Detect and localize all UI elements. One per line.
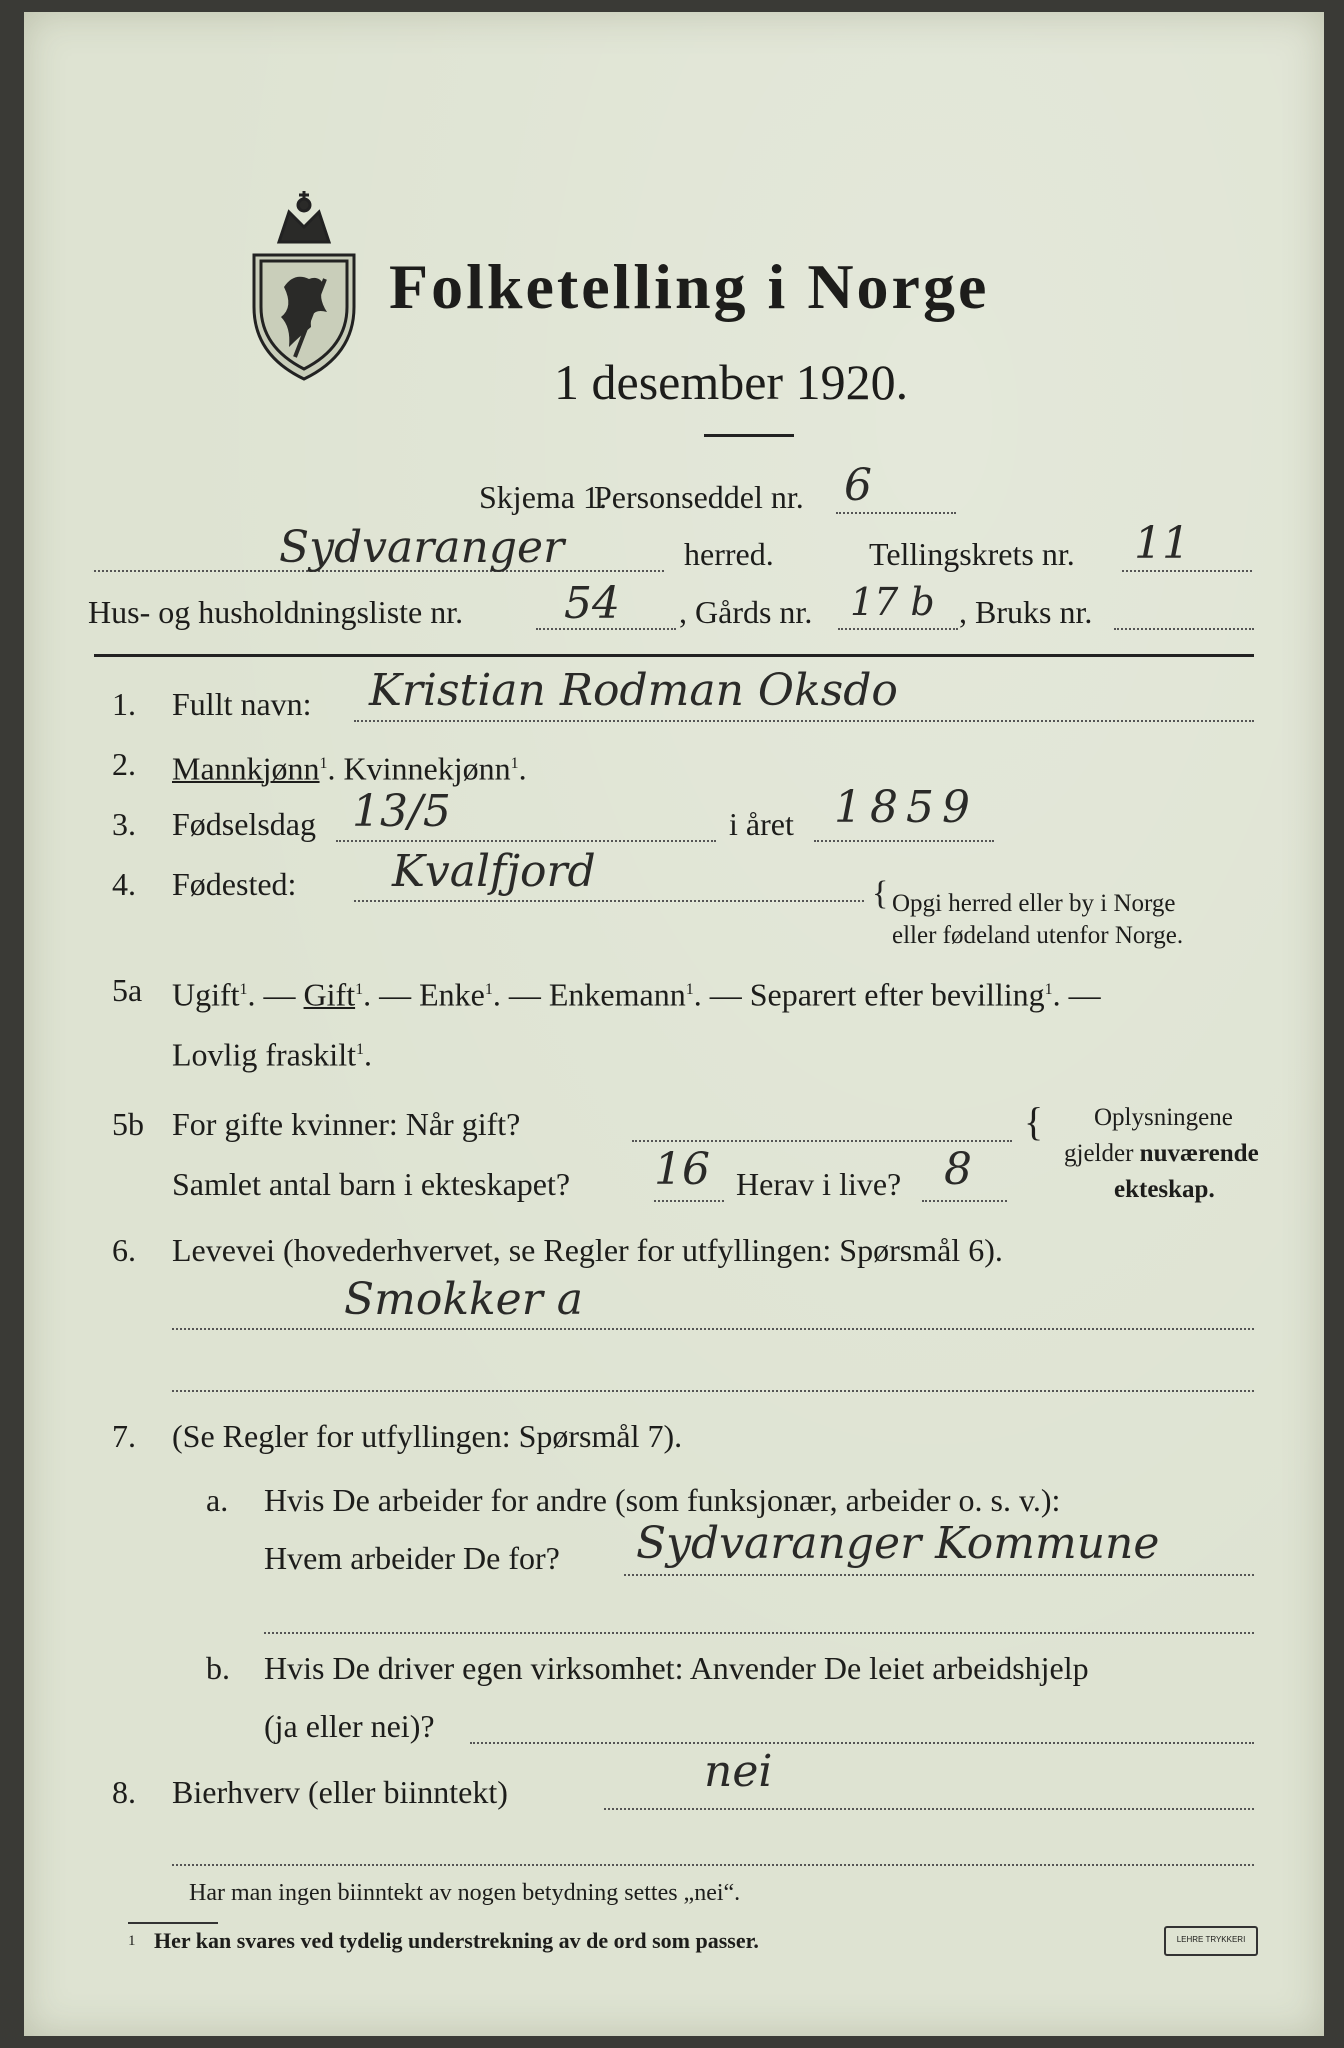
herred-label: herred.: [684, 536, 774, 572]
census-form: Folketelling i Norge 1 desember 1920. Skjema 1. Personseddel nr. 6 Sydvaranger herred. Tellingskrets nr. 11 Hus- og husholdningsliste nr. 54 , Gårds nr. 17 b , Bruks nr. 1. Fullt navn: Kristian Rodman Oksdo 2. Mannkjønn$^1$. Kvinnekjønn$^1$. 3. Fødselsdag 13/5 i året 1859 4. Fødested: Kvalfjord { Opgi herred eller by i Norge eller fødeland utenfor Norge. 5a Ugift$^1$. — Gift$^1$. — Enke$^1$. — Enkemann$^1$. — Separert efter bevilling$^1$. — Lovlig fraskilt$^1$. 5b For gifte kvinner: Når gift? Samlet antal barn i ekteskapet? 16 Herav i live? 8 { Oplysningene gjelder nuværende ekteskap. 6. Levevei (hovederhvervet, se Regler for utfyllingen: Spørsmål 6). Smokker a 7. (Se Regler for utfyllingen: Spørsmål 7). a. Hvis De arbeider for andre (som funksjonær, arbeider o. s. v.): Hvem arbeider De for? Sydvaranger Kommune b. Hvis De driver egen virksomhet: Anvender De leiet arbeidshjelp (ja eller nei)? 8. Bierhverv (eller biinntekt) nei Har man ingen biinntekt av nogen betydning settes „nei“. 1 Her kan svares ved tydelig understrekning av de ord som passer. LEHRE TRYKKERI: [24, 12, 1324, 2036]
q5a-options-2: Lovlig fraskilt$^1$.: [172, 1036, 372, 1073]
q7-number: 7.: [112, 1418, 136, 1454]
bruks-label: , Bruks nr.: [959, 594, 1093, 630]
q7a-value: Sydvaranger Kommune: [636, 1518, 1160, 1569]
husliste-label: Hus- og husholdningsliste nr.: [88, 594, 464, 630]
q4-number: 4.: [112, 866, 136, 902]
personseddel-label: Personseddel nr.: [594, 479, 804, 515]
q4-label: Fødested:: [172, 866, 297, 902]
q5a-gift-selected: Gift: [303, 976, 356, 1013]
q6-label: Levevei (hovederhvervet, se Regler for utfyllingen: Spørsmål 6).: [172, 1232, 1003, 1268]
q5b-note-1: Oplysningene: [1094, 1104, 1233, 1131]
q3-year-label: i året: [729, 806, 794, 842]
q5b-note-3: ekteskap.: [1114, 1176, 1215, 1203]
q2-female: Kvinnekjønn: [343, 750, 511, 787]
q5b-label-1: For gifte kvinner: Når gift?: [172, 1106, 521, 1142]
q1-number: 1.: [112, 686, 136, 722]
q1-value: Kristian Rodman Oksdo: [369, 665, 898, 716]
herred-value: Sydvaranger: [279, 522, 565, 573]
q2-number: 2.: [112, 746, 136, 782]
q3-value: 13/5: [352, 786, 451, 837]
q7-label: (Se Regler for utfyllingen: Spørsmål 7).: [172, 1418, 683, 1454]
q8-label: Bierhverv (eller biinntekt): [172, 1774, 508, 1810]
personseddel-value: 6: [844, 460, 872, 511]
tellingskrets-value: 11: [1134, 518, 1190, 569]
q2-options: Mannkjønn$^1$. Kvinnekjønn$^1$.: [172, 750, 527, 787]
q7b-text: Hvis De driver egen virksomhet: Anvender De leiet arbeidshjelp: [264, 1650, 1089, 1686]
tellingskrets-label: Tellingskrets nr.: [869, 536, 1075, 572]
q5a-number: 5a: [112, 972, 143, 1008]
q8-value: nei: [704, 1746, 773, 1797]
footer-note: Har man ingen biinntekt av nogen betydning settes „nei“.: [189, 1880, 741, 1906]
skjema-label: Skjema 1.: [479, 479, 607, 515]
q2-male: Mannkjønn: [172, 750, 320, 787]
q5b-live-label: Herav i live?: [736, 1166, 902, 1202]
header-rule: [94, 654, 1254, 657]
q3-number: 3.: [112, 806, 136, 842]
q4-note-1: Opgi herred eller by i Norge: [892, 890, 1176, 917]
q7b-label: (ja eller nei)?: [264, 1708, 435, 1744]
q7a-letter: a.: [206, 1482, 229, 1518]
gards-label: , Gårds nr.: [679, 594, 813, 630]
q5a-options: Ugift$^1$. — Gift$^1$. — Enke$^1$. — Enkemann$^1$. — Separert efter bevilling$^1$. —: [172, 976, 1101, 1013]
form-date: 1 desember 1920.: [554, 354, 909, 410]
coat-of-arms-icon: [239, 187, 369, 387]
title-divider: [704, 434, 794, 437]
q1-label: Fullt navn:: [172, 686, 312, 722]
footnote-rule: [128, 1922, 218, 1924]
q5b-barn-value: 16: [654, 1144, 710, 1195]
printer-stamp: LEHRE TRYKKERI: [1164, 1926, 1258, 1956]
husliste-value: 54: [564, 578, 620, 629]
q4-value: Kvalfjord: [392, 846, 596, 897]
q5b-live-value: 8: [944, 1144, 972, 1195]
q8-number: 8.: [112, 1774, 136, 1810]
q3-label: Fødselsdag: [172, 806, 316, 842]
footnote-text: Her kan svares ved tydelig understrekning av de ord som passer.: [154, 1928, 759, 1953]
footnote-mark: 1: [128, 1933, 136, 1949]
q4-note-2: eller fødeland utenfor Norge.: [892, 922, 1184, 949]
q5b-number: 5b: [112, 1106, 144, 1142]
q6-value: Smokker a: [344, 1274, 583, 1325]
q5b-note-2: gjelder nuværende: [1064, 1140, 1259, 1167]
q6-number: 6.: [112, 1232, 136, 1268]
q5b-label-2: Samlet antal barn i ekteskapet?: [172, 1166, 571, 1202]
q7a-label: Hvem arbeider De for?: [264, 1540, 560, 1576]
q7a-text: Hvis De arbeider for andre (som funksjonær, arbeider o. s. v.):: [264, 1482, 1061, 1518]
q3-year-value: 1859: [834, 782, 978, 833]
q7b-letter: b.: [206, 1650, 230, 1686]
gards-value: 17 b: [850, 580, 935, 624]
form-title: Folketelling i Norge: [389, 251, 990, 322]
